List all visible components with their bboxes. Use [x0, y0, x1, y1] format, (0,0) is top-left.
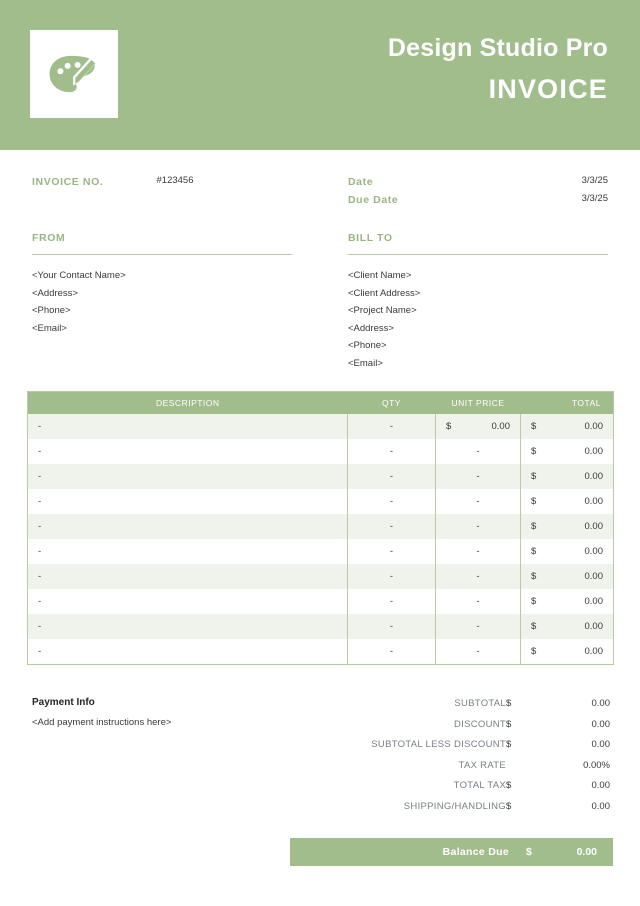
totals-label: SUBTOTAL	[454, 698, 506, 709]
cell-total-currency: $	[531, 646, 537, 657]
totals-currency: $	[506, 698, 512, 709]
invoice-header-banner	[0, 0, 640, 150]
column-header-qty: QTY	[348, 392, 436, 415]
cell-total[interactable]	[521, 414, 614, 439]
cell-total[interactable]	[521, 589, 614, 614]
cell-total-currency: $	[531, 446, 537, 457]
cell-total-amount: 0.00	[584, 621, 603, 632]
cell-description[interactable]: -	[28, 514, 348, 539]
cell-unit-price[interactable]	[436, 539, 521, 564]
cell-description[interactable]: -	[28, 614, 348, 639]
cell-unit-amount: -	[476, 471, 480, 482]
from-line: <Phone>	[32, 305, 71, 316]
cell-unit-amount: -	[476, 496, 480, 507]
cell-qty[interactable]: -	[348, 539, 436, 564]
cell-total-amount: 0.00	[584, 421, 603, 432]
totals-value: 0.00	[591, 780, 610, 791]
cell-total[interactable]	[521, 489, 614, 514]
cell-total-currency: $	[531, 496, 537, 507]
cell-unit-amount: -	[476, 521, 480, 532]
cell-total-currency: $	[531, 571, 537, 582]
bill-to-lines	[348, 255, 608, 372]
bill-to-line: <Client Address>	[348, 287, 421, 299]
cell-qty[interactable]: -	[348, 414, 436, 439]
logo-container	[30, 30, 118, 118]
cell-total-amount: 0.00	[584, 496, 603, 507]
invoice-dates-block	[348, 172, 608, 208]
cell-unit-price[interactable]	[436, 464, 521, 489]
totals-block	[280, 694, 610, 817]
balance-due-value: 0.00	[576, 846, 597, 858]
cell-description[interactable]: -	[28, 439, 348, 464]
totals-value: 0.00	[591, 718, 610, 730]
table-row[interactable]	[28, 564, 614, 589]
cell-unit-price[interactable]	[436, 589, 521, 614]
cell-qty[interactable]: -	[348, 464, 436, 489]
totals-row	[280, 735, 610, 756]
line-items-body	[28, 414, 614, 665]
cell-total[interactable]	[521, 564, 614, 589]
cell-qty[interactable]: -	[348, 639, 436, 665]
totals-row	[280, 776, 610, 797]
cell-total-amount: 0.00	[584, 446, 603, 457]
brand-name: Design Studio Pro	[387, 34, 608, 62]
totals-value: 0.00	[591, 698, 610, 709]
bill-to-line: <Phone>	[348, 340, 387, 351]
cell-unit-price[interactable]	[436, 439, 521, 464]
cell-total[interactable]	[521, 614, 614, 639]
cell-total-amount: 0.00	[584, 596, 603, 607]
date-value: 3/3/25	[581, 175, 608, 186]
cell-description[interactable]: -	[28, 464, 348, 489]
totals-value: 0.00	[591, 739, 610, 750]
table-row[interactable]	[28, 514, 614, 539]
cell-unit-price[interactable]	[436, 639, 521, 665]
totals-label: TAX RATE	[458, 759, 506, 771]
bill-to-line: <Address>	[348, 322, 394, 334]
cell-total-amount: 0.00	[584, 571, 603, 582]
balance-due-label: Balance Due	[442, 846, 509, 858]
line-items-table	[27, 391, 614, 665]
cell-total-currency: $	[531, 421, 537, 432]
totals-label: SUBTOTAL LESS DISCOUNT	[371, 739, 506, 750]
cell-total-amount: 0.00	[584, 521, 603, 532]
bill-to-line: <Email>	[348, 357, 383, 369]
totals-currency: $	[506, 739, 512, 750]
totals-value: 0.00	[591, 800, 610, 812]
cell-qty[interactable]: -	[348, 439, 436, 464]
invoice-number-row	[32, 172, 318, 190]
totals-row	[280, 797, 610, 818]
cell-total-currency: $	[531, 546, 537, 557]
table-row[interactable]	[28, 464, 614, 489]
cell-qty[interactable]: -	[348, 564, 436, 589]
cell-qty[interactable]: -	[348, 489, 436, 514]
due-date-value: 3/3/25	[581, 193, 608, 204]
table-row[interactable]	[28, 639, 614, 665]
cell-total-currency: $	[531, 471, 537, 482]
totals-currency: $	[506, 780, 512, 791]
totals-row	[280, 715, 610, 736]
cell-total-amount: 0.00	[584, 646, 603, 657]
bill-to-block	[348, 232, 608, 372]
bill-to-title: BILL TO	[348, 232, 608, 255]
cell-unit-amount: -	[476, 546, 480, 557]
date-label: Date	[348, 176, 374, 188]
table-row[interactable]	[28, 439, 614, 464]
cell-total-amount: 0.00	[584, 471, 603, 482]
cell-unit-amount: -	[476, 571, 480, 582]
table-row[interactable]	[28, 539, 614, 564]
cell-total-currency: $	[531, 596, 537, 607]
from-line: <Your Contact Name>	[32, 270, 126, 281]
cell-unit-price[interactable]	[436, 514, 521, 539]
payment-info-instructions[interactable]: <Add payment instructions here>	[32, 717, 172, 728]
cell-total-currency: $	[531, 621, 537, 632]
cell-qty[interactable]: -	[348, 614, 436, 639]
balance-due-currency: $	[526, 846, 532, 858]
line-items-header	[28, 392, 614, 415]
paint-palette-pencil-icon	[45, 45, 103, 103]
totals-row	[280, 694, 610, 715]
cell-unit-currency: $	[446, 421, 452, 432]
cell-unit-price[interactable]	[436, 414, 521, 439]
brand-block	[388, 33, 608, 106]
cell-total-amount: 0.00	[584, 546, 603, 557]
totals-currency: $	[506, 800, 512, 812]
cell-unit-price[interactable]	[436, 564, 521, 589]
cell-total-currency: $	[531, 521, 537, 532]
cell-unit-amount: -	[476, 621, 480, 632]
table-row[interactable]	[28, 489, 614, 514]
cell-description[interactable]: -	[28, 539, 348, 564]
cell-total[interactable]	[521, 439, 614, 464]
column-header-description: DESCRIPTION	[28, 392, 348, 415]
table-row[interactable]	[28, 589, 614, 614]
totals-label: SHIPPING/HANDLING	[403, 800, 506, 812]
payment-info-block	[32, 695, 312, 732]
table-header-row	[28, 392, 614, 415]
cell-total[interactable]	[521, 514, 614, 539]
cell-unit-amount: -	[476, 596, 480, 607]
due-date-row	[348, 190, 608, 208]
cell-description[interactable]: -	[28, 639, 348, 665]
from-line: <Address>	[32, 287, 78, 299]
cell-unit-amount: 0.00	[491, 421, 510, 432]
column-header-unit-price: UNIT PRICE	[436, 392, 521, 415]
payment-info-title: Payment Info	[32, 697, 95, 708]
totals-label: DISCOUNT	[453, 718, 506, 730]
cell-total[interactable]	[521, 464, 614, 489]
cell-total[interactable]	[521, 639, 614, 665]
cell-description[interactable]: -	[28, 489, 348, 514]
from-title: FROM	[32, 232, 292, 255]
cell-unit-amount: -	[476, 646, 480, 657]
cell-total[interactable]	[521, 539, 614, 564]
bill-to-line: <Client Name>	[348, 270, 412, 281]
from-line: <Email>	[32, 322, 67, 334]
due-date-label: Due Date	[348, 194, 399, 206]
balance-due-bar	[290, 838, 613, 866]
from-lines	[32, 255, 292, 337]
totals-value: 0.00%	[583, 759, 610, 771]
date-row	[348, 172, 608, 190]
totals-currency: $	[506, 718, 512, 730]
totals-row	[280, 756, 610, 777]
document-type-title: INVOICE	[488, 74, 608, 104]
column-header-total: TOTAL	[521, 392, 614, 415]
cell-qty[interactable]: -	[348, 514, 436, 539]
table-row[interactable]	[28, 614, 614, 639]
bill-to-line: <Project Name>	[348, 305, 417, 316]
invoice-number-value: #123456	[156, 175, 194, 186]
cell-description[interactable]: -	[28, 414, 348, 439]
invoice-number-label: INVOICE NO.	[32, 176, 104, 188]
cell-unit-price[interactable]	[436, 614, 521, 639]
cell-description[interactable]: -	[28, 589, 348, 614]
cell-qty[interactable]: -	[348, 589, 436, 614]
from-block	[32, 232, 292, 337]
totals-label: TOTAL TAX	[453, 780, 506, 791]
table-row[interactable]	[28, 414, 614, 439]
cell-description[interactable]: -	[28, 564, 348, 589]
invoice-number-block	[32, 172, 318, 190]
cell-unit-price[interactable]	[436, 489, 521, 514]
cell-unit-amount: -	[476, 446, 480, 457]
